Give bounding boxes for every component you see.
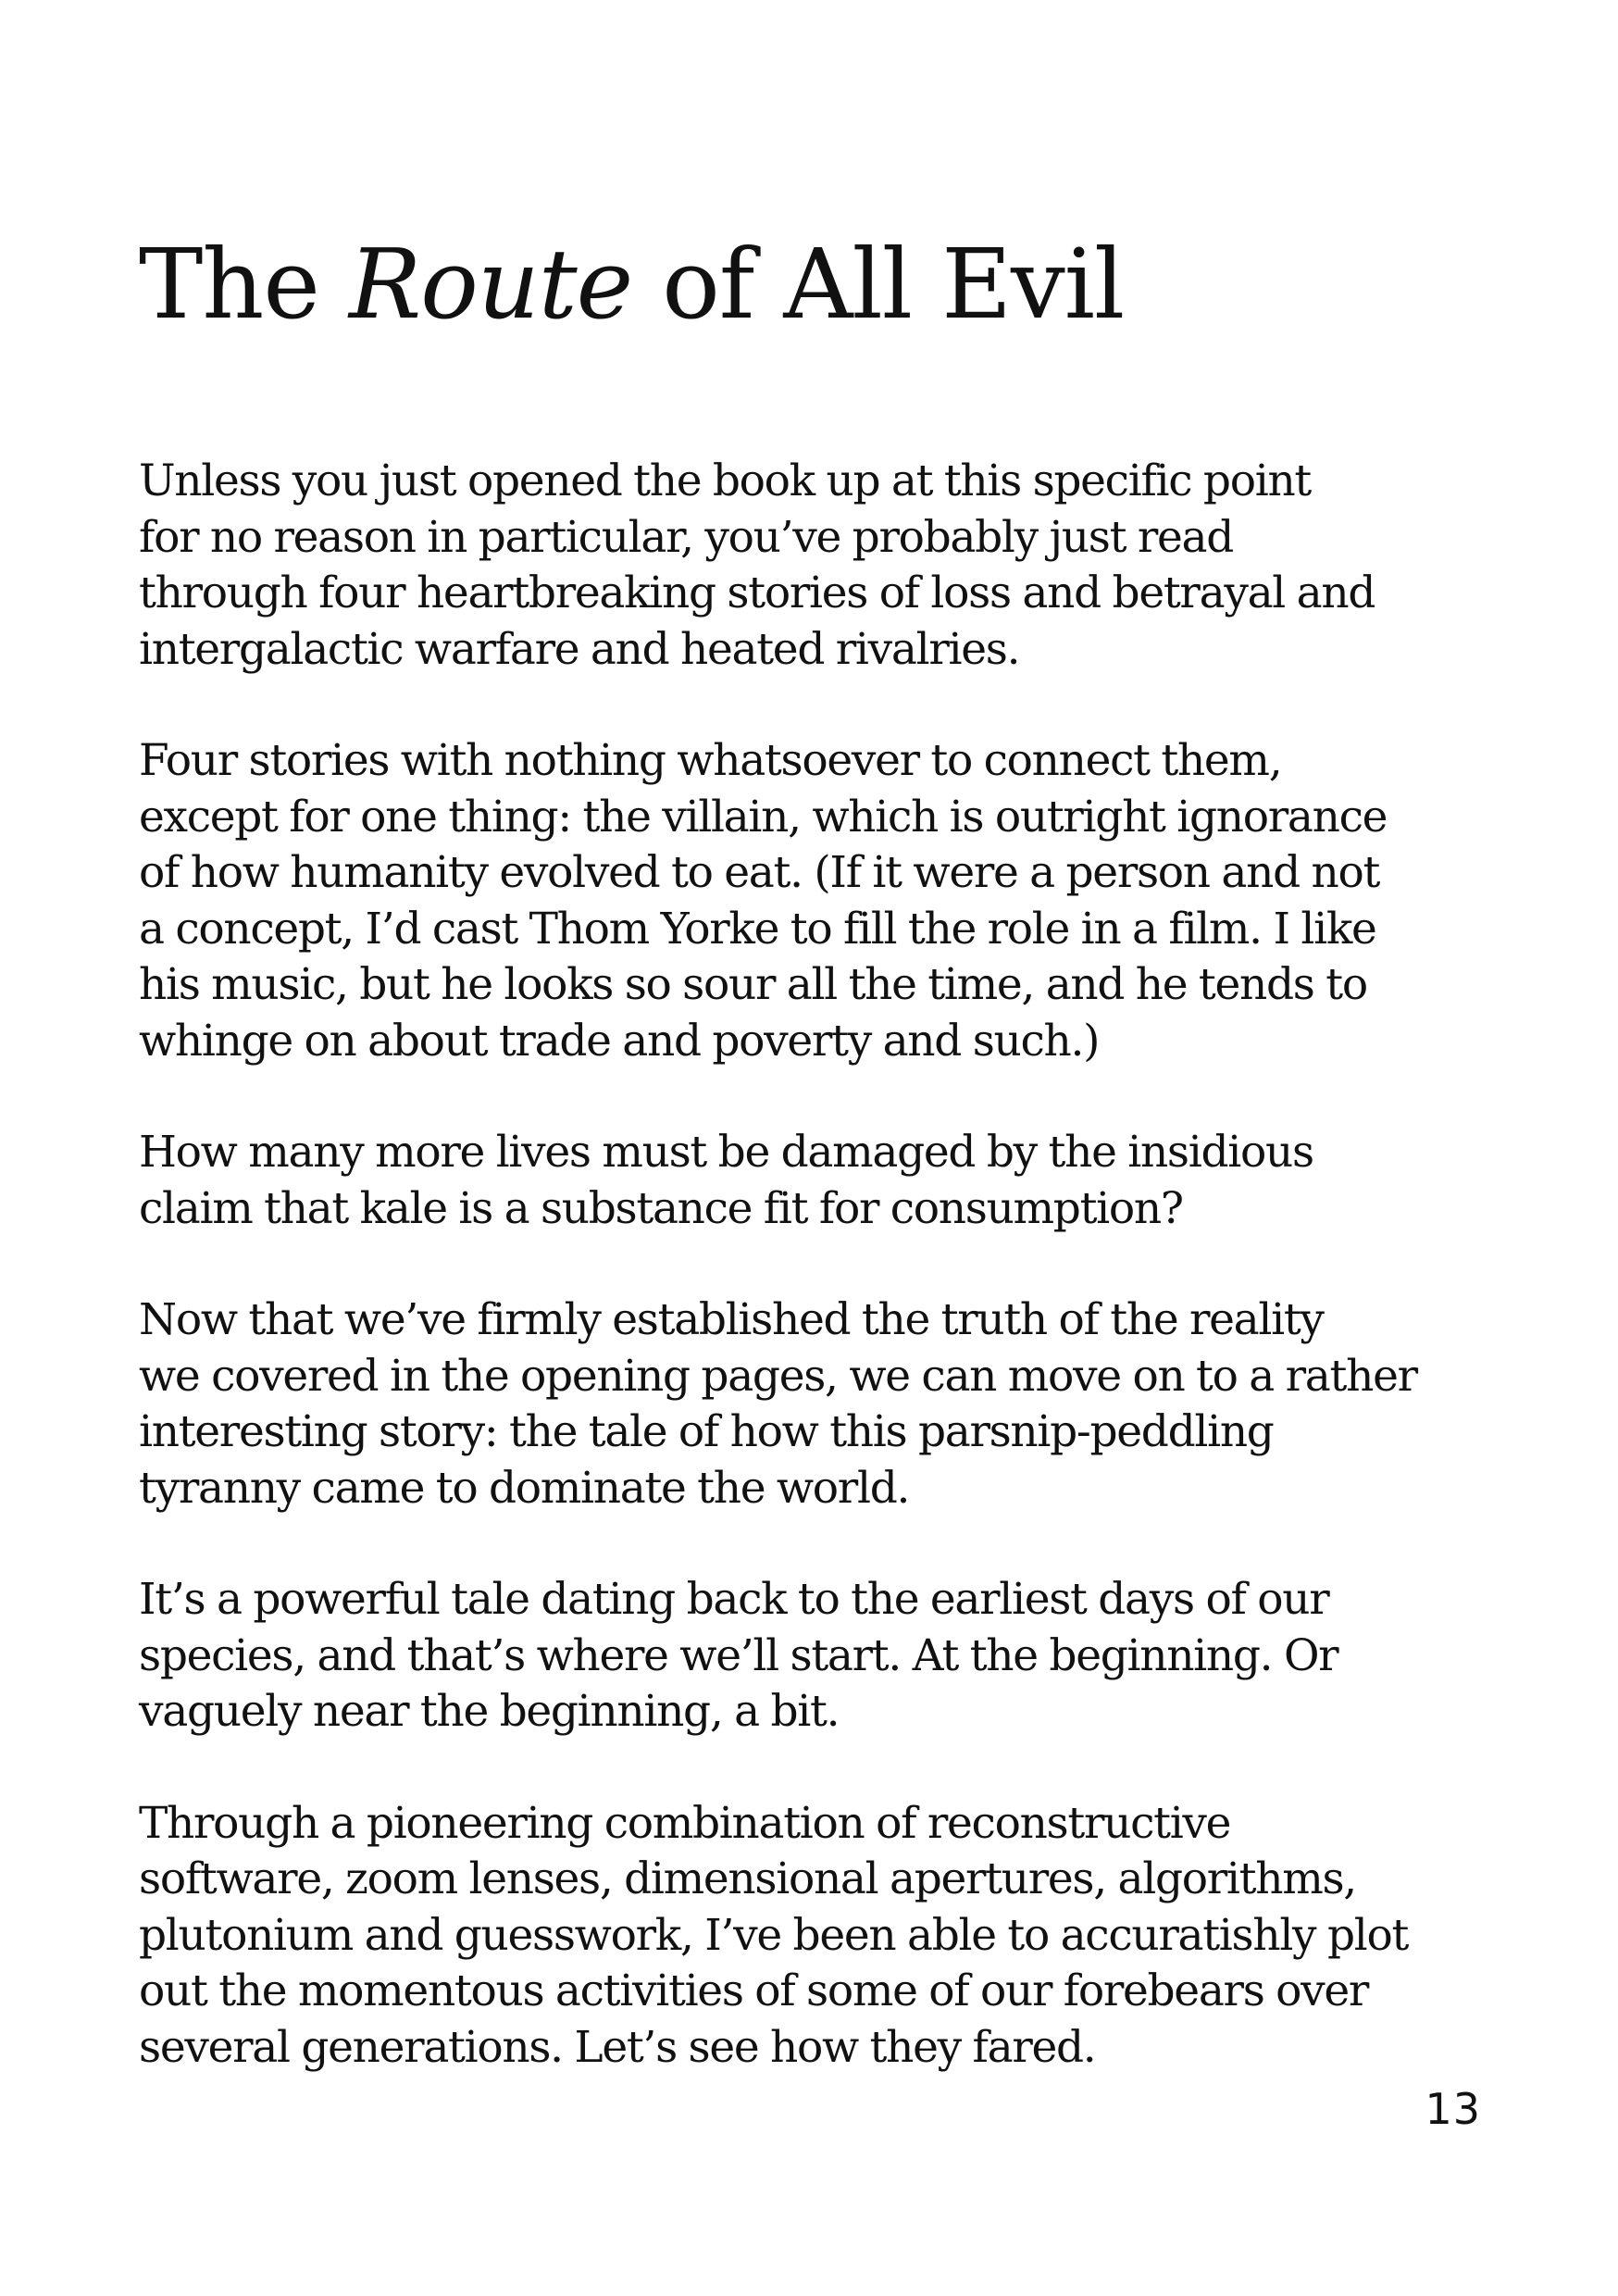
paragraph-4 — [139, 1292, 1509, 1516]
chapter-title-prefix: The — [139, 228, 349, 341]
paragraph-5 — [139, 1572, 1509, 1741]
paragraph-2 — [139, 733, 1509, 1069]
text-line: his music, but he looks so sour all the time, and he tends to — [139, 959, 1367, 1010]
text-line: we covered in the opening pages, we can move on to a rather — [139, 1350, 1417, 1402]
text-line: vaguely near the beginning, a bit. — [139, 1686, 840, 1737]
paragraph-6 — [139, 1796, 1509, 2077]
page-number: 13 — [1425, 2084, 1481, 2134]
paragraph-3 — [139, 1125, 1509, 1237]
text-line: through four heartbreaking stories of loss and betrayal and — [139, 568, 1375, 618]
text-line: How many more lives must be damaged by the insidious — [139, 1127, 1313, 1178]
text-line: whinge on about trade and poverty and such.) — [139, 1015, 1100, 1067]
text-line: Now that we’ve firmly established the truth of the reality — [139, 1294, 1324, 1345]
chapter-title-suffix: of All Evil — [632, 228, 1125, 341]
body-text — [139, 454, 1509, 2134]
text-line: out the momentous activities of some of our forebears over — [139, 1965, 1369, 2016]
text-line: tyranny came to dominate the world. — [139, 1462, 910, 1514]
text-line: several generations. Let’s see how they fared. — [139, 2021, 1096, 2073]
paragraph-1 — [139, 454, 1509, 678]
text-line: species, and that’s where we’ll start. At the beginning. Or — [139, 1629, 1338, 1681]
text-line: intergalactic warfare and heated rivalries. — [139, 623, 1020, 675]
text-line: of how humanity evolved to eat. (If it were a person and not — [139, 847, 1380, 898]
text-line: It’s a powerful tale dating back to the earliest days of our — [139, 1574, 1329, 1625]
text-line: interesting story: the tale of how this parsnip-peddling — [139, 1406, 1274, 1457]
text-line: for no reason in particular, you’ve probably just read — [139, 511, 1234, 563]
text-line: a concept, I’d cast Thom Yorke to fill the role in a film. I like — [139, 903, 1376, 955]
text-line: Through a pioneering combination of reconstructive — [139, 1797, 1231, 1849]
text-line: plutonium and guesswork, I’ve been able to accuratishly plot — [139, 1909, 1409, 1961]
text-line: Unless you just opened the book up at this specific point — [139, 455, 1312, 506]
text-line: except for one thing: the villain, which is outright ignorance — [139, 791, 1388, 842]
chapter-title-emphasis: Route — [348, 228, 633, 341]
text-line: claim that kale is a substance fit for consumption? — [139, 1182, 1183, 1234]
chapter-title — [139, 228, 1125, 341]
text-line: software, zoom lenses, dimensional apertures, algorithms, — [139, 1853, 1356, 1904]
text-line: Four stories with nothing whatsoever to connect them, — [139, 735, 1282, 786]
